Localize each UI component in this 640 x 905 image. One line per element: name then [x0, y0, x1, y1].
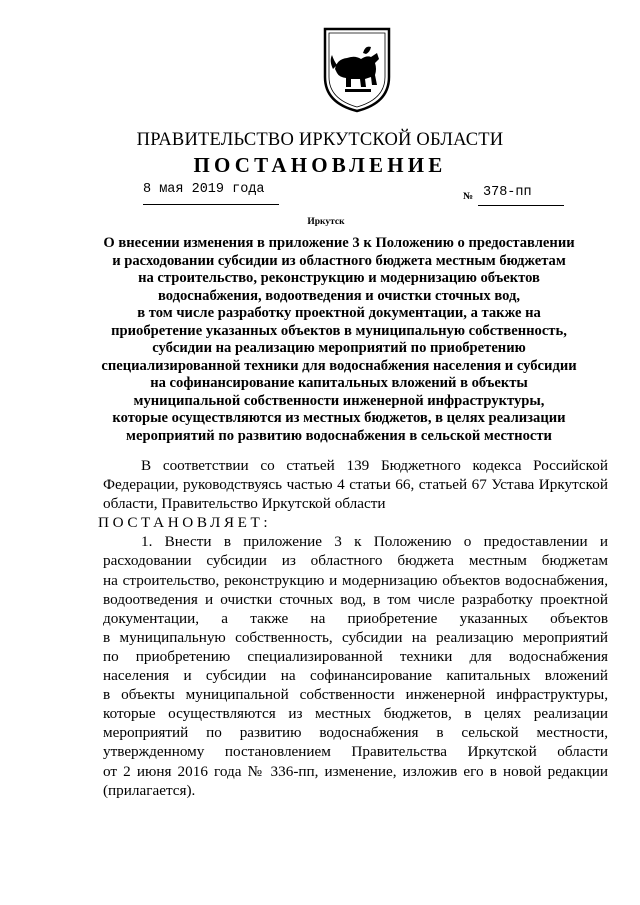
- title-line: и расходовании субсидии из областного бюджета местным бюджетам: [112, 252, 566, 269]
- item-line: которые осуществляются из местных бюджетов, в целях реализации: [103, 705, 608, 723]
- title-line: приобретение указанных объектов в муниципальную собственность,: [111, 322, 567, 339]
- title-line: субсидии на реализацию мероприятий по приобретению: [152, 340, 526, 356]
- title-line: в том числе разработку проектной документации, а также на: [137, 305, 541, 321]
- decrees-word: ПОСТАНОВЛЯЕТ:: [98, 514, 272, 532]
- item-line: документации, а также на приобретение указанных объектов: [103, 609, 608, 627]
- item-line: в объекты муниципальной собственности инженерной инфраструктуры,: [103, 686, 608, 704]
- title-line: которые осуществляются из местных бюджетов, в целях реализации: [112, 410, 566, 426]
- item-line: в муниципальную собственность, субсидии на реализацию мероприятий: [103, 628, 608, 646]
- item-line: населения и субсидии на софинансирование капитальных вложений: [103, 667, 608, 685]
- title-line: специализированной техники для водоснабжения населения и субсидии: [101, 357, 577, 374]
- preamble-line: области, Правительство Иркутской области: [103, 495, 386, 513]
- title-line: на софинансирование капитальных вложений в объекты: [150, 375, 528, 391]
- title-line: на строительство, реконструкцию и модернизацию объектов: [138, 270, 540, 286]
- item-line: расходовании субсидии из областного бюджета местным бюджетам: [103, 552, 608, 570]
- preamble-line: В соответствии со статьей 139 Бюджетного кодекса Российской: [141, 457, 608, 474]
- document-title: [60, 235, 618, 445]
- number-sign: №: [463, 191, 474, 202]
- item-line: по приобретению специализированной техники для водоснабжения: [103, 647, 608, 665]
- item-line: от 2 июня 2016 года № 336-пп, изменение, изложив его в новой редакции: [103, 762, 608, 780]
- document-type: ПОСТАНОВЛЕНИЕ: [193, 153, 447, 177]
- number-underline: [478, 205, 564, 206]
- date-underline: [143, 204, 279, 205]
- item-line: на строительство, реконструкцию и модернизацию объектов водоснабжения,: [103, 571, 608, 589]
- item-line: мероприятий по развитию водоснабжения в сельской местности,: [103, 724, 608, 742]
- item-line: (прилагается).: [103, 781, 196, 799]
- city-name: Иркутск: [307, 217, 345, 227]
- title-line: мероприятий по развитию водоснабжения в сельской местности: [126, 427, 552, 444]
- preamble-line: Федерации, руководствуясь частью 4 статьи 66, статьей 67 Устава Иркутской: [103, 476, 608, 494]
- title-line: О внесении изменения в приложение 3 к Положению о предоставлении: [103, 235, 575, 251]
- item-line: 1. Внести в приложение 3 к Положению о предоставлении и: [141, 533, 608, 551]
- government-name: ПРАВИТЕЛЬСТВО ИРКУТСКОЙ ОБЛАСТИ: [136, 130, 504, 150]
- document-body: [98, 456, 608, 800]
- document-number: 378-пп: [483, 185, 532, 200]
- item-line: водоотведения и очистки сточных вод, в том числе разработку проектной: [103, 590, 608, 608]
- item-line: утвержденному постановлением Правительства Иркутской области: [103, 743, 608, 761]
- document-date: 8 мая 2019 года: [143, 182, 265, 197]
- title-line: муниципальной собственности инженерной инфраструктуры,: [133, 392, 545, 409]
- title-line: водоснабжения, водоотведения и очистки сточных вод,: [157, 287, 521, 304]
- irkutsk-coat-of-arms-icon: [321, 25, 393, 113]
